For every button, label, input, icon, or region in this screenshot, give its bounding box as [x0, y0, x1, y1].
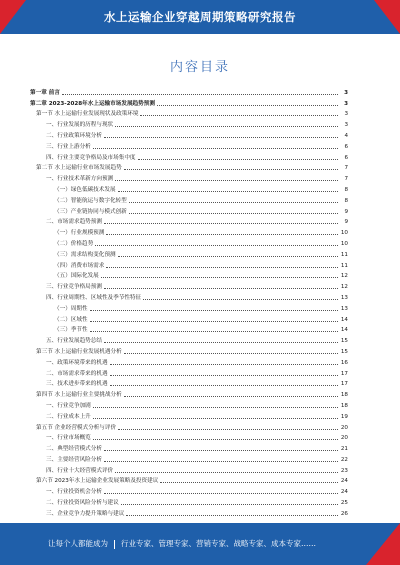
- toc-entry-label: （二）价格趋势: [54, 240, 94, 247]
- toc-leader-dots: [124, 353, 338, 354]
- toc-entry-page: 18: [340, 402, 348, 409]
- toc-entry[interactable]: [30, 162, 348, 173]
- toc-leader-dots: [90, 321, 338, 322]
- toc-leader-dots: [129, 202, 338, 203]
- toc-leader-dots: [129, 213, 338, 214]
- toc-entry[interactable]: [30, 97, 348, 108]
- toc-entry-label: 三、行业上游分析: [46, 143, 91, 150]
- toc-entry[interactable]: [30, 432, 348, 443]
- toc-leader-dots: [93, 439, 338, 440]
- toc-entry[interactable]: [30, 302, 348, 313]
- toc-leader-dots: [90, 310, 338, 311]
- toc-entry-page: 8: [344, 197, 348, 204]
- toc-leader-dots: [90, 331, 338, 332]
- toc-leader-dots: [104, 342, 338, 343]
- toc-entry[interactable]: [30, 183, 348, 194]
- toc-entry-label: （二）智能航运与数字化转型: [54, 197, 127, 204]
- toc-entry[interactable]: [30, 216, 348, 227]
- toc-entry-page: 13: [340, 294, 348, 301]
- toc-entry-label: 二、行业政策环境分析: [46, 132, 102, 139]
- toc-entry-label: 三、技术进步带来的机遇: [46, 381, 108, 388]
- toc-entry-label: 第二节 水上运输行业市场发展趋势: [36, 165, 122, 172]
- toc-entry[interactable]: [30, 399, 348, 410]
- toc-entry[interactable]: [30, 291, 348, 302]
- toc-leader-dots: [104, 461, 338, 462]
- toc-leader-dots: [160, 482, 338, 483]
- toc-entry[interactable]: [30, 205, 348, 216]
- toc-entry-page: 24: [340, 478, 348, 485]
- toc-leader-dots: [62, 94, 338, 95]
- toc-leader-dots: [104, 137, 338, 138]
- toc-entry-page: 9: [344, 219, 348, 226]
- toc-entry-label: （三）需求结构变化预测: [54, 251, 116, 258]
- toc-entry-page: 15: [340, 348, 348, 355]
- toc-entry-label: 五、行业发展趋势总结: [46, 338, 102, 345]
- toc-entry-page: 20: [340, 424, 348, 431]
- toc-entry-page: 13: [340, 305, 348, 312]
- toc-entry[interactable]: [30, 496, 348, 507]
- footer-divider: [114, 540, 115, 549]
- toc-entry[interactable]: [30, 313, 348, 324]
- toc-entry-page: 25: [340, 500, 348, 507]
- toc-entry-label: 一、行业发展的历程与现状: [46, 122, 114, 129]
- toc-entry-label: （四）消费市场需求: [54, 262, 105, 269]
- table-of-contents: [30, 86, 348, 518]
- toc-leader-dots: [95, 245, 338, 246]
- toc-entry[interactable]: [30, 485, 348, 496]
- toc-entry-page: 3: [344, 100, 348, 107]
- toc-entry-page: 21: [340, 446, 348, 453]
- toc-entry-page: 3: [344, 111, 348, 118]
- toc-entry-label: 第五节 企业经营模式分析与评价: [36, 424, 117, 431]
- footer-roles: 行业专家、管理专家、营销专家、战略专家、成本专家……: [121, 539, 316, 548]
- toc-entry-label: 第一章 前言: [30, 89, 60, 96]
- toc-entry-label: 一、行业竞争加剧: [46, 402, 91, 409]
- toc-leader-dots: [115, 472, 338, 473]
- toc-entry[interactable]: [30, 475, 348, 486]
- toc-leader-dots: [124, 169, 338, 170]
- toc-entry[interactable]: [30, 367, 348, 378]
- toc-entry[interactable]: [30, 172, 348, 183]
- toc-entry-label: （三）季节性: [54, 327, 88, 334]
- toc-entry[interactable]: [30, 140, 348, 151]
- toc-entry[interactable]: [30, 248, 348, 259]
- toc-entry[interactable]: [30, 507, 348, 518]
- toc-entry-page: 12: [340, 273, 348, 280]
- toc-entry[interactable]: [30, 421, 348, 432]
- toc-entry-page: 7: [344, 176, 348, 183]
- toc-entry-label: （五）国际化发展: [54, 273, 99, 280]
- toc-entry-label: 二、行业投资风险分析与建议: [46, 500, 119, 507]
- toc-leader-dots: [115, 180, 338, 181]
- toc-leader-dots: [101, 277, 338, 278]
- toc-entry-page: 19: [340, 413, 348, 420]
- toc-entry-label: 一、行业市场概览: [46, 435, 91, 442]
- toc-entry-label: （一）周期性: [54, 305, 88, 312]
- toc-entry-page: 6: [344, 154, 348, 161]
- toc-entry[interactable]: [30, 270, 348, 281]
- toc-entry-page: 12: [340, 284, 348, 291]
- toc-entry[interactable]: [30, 151, 348, 162]
- toc-entry-label: 第一节 水上运输行业发展现状及政策环境: [36, 111, 139, 118]
- toc-entry[interactable]: [30, 237, 348, 248]
- report-title: 水上运输企业穿越周期策略研究报告: [104, 10, 296, 24]
- toc-entry-label: 一、行业投资机会分析: [46, 489, 102, 496]
- toc-entry-page: 10: [340, 240, 348, 247]
- toc-entry-page: 7: [344, 165, 348, 172]
- toc-entry-label: 二、典型经营模式分析: [46, 446, 102, 453]
- toc-leader-dots: [104, 223, 338, 224]
- toc-entry[interactable]: [30, 226, 348, 237]
- toc-leader-dots: [118, 191, 338, 192]
- toc-leader-dots: [104, 450, 338, 451]
- toc-entry[interactable]: [30, 464, 348, 475]
- toc-leader-dots: [126, 515, 338, 516]
- toc-entry[interactable]: [30, 334, 348, 345]
- toc-leader-dots: [138, 159, 338, 160]
- footer-slogan: [48, 538, 378, 549]
- footer-lead: 让每个人都能成为: [48, 539, 108, 548]
- toc-leader-dots: [140, 115, 338, 116]
- toc-entry-page: 9: [344, 208, 348, 215]
- toc-entry-label: 第六节 2023年水上运输企业发展策略及投资建议: [36, 478, 159, 485]
- toc-leader-dots: [93, 418, 338, 419]
- toc-leader-dots: [143, 299, 338, 300]
- toc-entry-page: 4: [344, 132, 348, 139]
- toc-entry-label: 第四节 水上运输行业主要挑战分析: [36, 392, 122, 399]
- toc-entry-page: 11: [340, 251, 348, 258]
- toc-entry-label: 三、行业竞争格局预测: [46, 284, 102, 291]
- toc-entry-page: 22: [340, 456, 348, 463]
- toc-entry[interactable]: [30, 453, 348, 464]
- toc-entry-label: 四、行业周期性、区域性及季节性特征: [46, 294, 142, 301]
- toc-entry-page: 10: [340, 230, 348, 237]
- toc-entry-label: 四、行业主要竞争格局及市场集中度: [46, 154, 136, 161]
- toc-leader-dots: [110, 385, 338, 386]
- toc-entry-label: （一）绿色低碳技术发展: [54, 186, 116, 193]
- toc-entry[interactable]: [30, 118, 348, 129]
- toc-entry-page: 14: [340, 327, 348, 334]
- toc-entry[interactable]: [30, 442, 348, 453]
- toc-entry-page: 18: [340, 392, 348, 399]
- toc-entry-page: 15: [340, 338, 348, 345]
- toc-leader-dots: [124, 396, 338, 397]
- toc-heading: 内容目录: [169, 60, 230, 75]
- toc-entry-page: 23: [340, 467, 348, 474]
- toc-entry[interactable]: [30, 86, 348, 97]
- toc-entry-label: （一）行业规模预测: [54, 230, 105, 237]
- toc-entry-page: 26: [340, 510, 348, 517]
- toc-leader-dots: [118, 429, 338, 430]
- toc-entry-page: 8: [344, 186, 348, 193]
- toc-entry[interactable]: [30, 356, 348, 367]
- toc-entry-label: 第二章 2023-2028年水上运输市场发展趋势预测: [30, 100, 155, 107]
- toc-leader-dots: [106, 267, 338, 268]
- toc-leader-dots: [110, 375, 338, 376]
- toc-leader-dots: [93, 407, 338, 408]
- toc-entry-page: 3: [344, 122, 348, 129]
- toc-entry-label: （二）区域性: [54, 316, 88, 323]
- toc-entry-page: 16: [340, 359, 348, 366]
- toc-entry-page: 14: [340, 316, 348, 323]
- toc-entry-label: 三、企业竞争力提升策略与建议: [46, 510, 125, 517]
- toc-leader-dots: [110, 364, 338, 365]
- toc-entry[interactable]: [30, 388, 348, 399]
- toc-leader-dots: [104, 493, 338, 494]
- toc-entry-page: 24: [340, 489, 348, 496]
- toc-entry-label: 第三节 水上运输行业发展机遇分析: [36, 348, 122, 355]
- toc-leader-dots: [115, 126, 338, 127]
- toc-entry-label: 二、市场需求趋势预测: [46, 219, 102, 226]
- toc-entry-page: 17: [340, 381, 348, 388]
- toc-entry-label: （三）产业链协同与模式创新: [54, 208, 127, 215]
- toc-entry-page: 3: [344, 89, 348, 96]
- toc-entry[interactable]: [30, 129, 348, 140]
- toc-entry[interactable]: [30, 194, 348, 205]
- toc-entry[interactable]: [30, 280, 348, 291]
- toc-entry[interactable]: [30, 410, 348, 421]
- toc-entry[interactable]: [30, 378, 348, 389]
- toc-entry-label: 一、行业技术革新方向预测: [46, 176, 114, 183]
- toc-entry-label: 四、行业十大经营模式评价: [46, 467, 114, 474]
- toc-entry-label: 二、行业成本上升: [46, 413, 91, 420]
- toc-entry[interactable]: [30, 324, 348, 335]
- toc-entry[interactable]: [30, 108, 348, 119]
- toc-entry[interactable]: [30, 345, 348, 356]
- toc-leader-dots: [121, 504, 338, 505]
- toc-entry-page: 20: [340, 435, 348, 442]
- toc-entry-page: 6: [344, 143, 348, 150]
- toc-leader-dots: [118, 256, 338, 257]
- toc-entry-page: 17: [340, 370, 348, 377]
- toc-entry-page: 11: [340, 262, 348, 269]
- toc-leader-dots: [104, 288, 338, 289]
- toc-entry[interactable]: [30, 259, 348, 270]
- toc-entry-label: 一、政策环境带来的机遇: [46, 359, 108, 366]
- toc-entry-label: 二、市场需求带来的机遇: [46, 370, 108, 377]
- toc-entry-label: 三、主要经营风险分析: [46, 456, 102, 463]
- toc-leader-dots: [93, 148, 338, 149]
- toc-leader-dots: [106, 234, 338, 235]
- toc-leader-dots: [157, 105, 338, 106]
